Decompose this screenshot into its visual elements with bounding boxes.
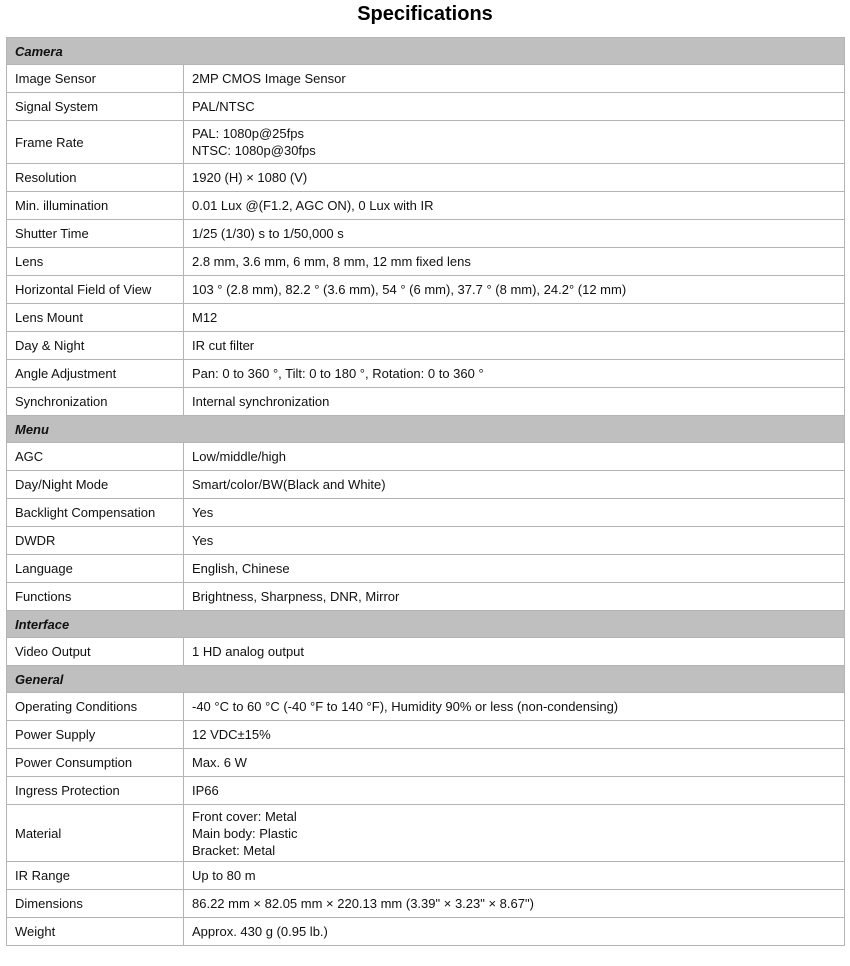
spec-value: 2.8 mm, 3.6 mm, 6 mm, 8 mm, 12 mm fixed lens: [184, 248, 845, 276]
spec-label: Material: [7, 805, 184, 862]
table-row: [7, 862, 845, 890]
spec-label: Lens Mount: [7, 304, 184, 332]
table-row: [7, 304, 845, 332]
table-row: [7, 121, 845, 164]
spec-value: 2MP CMOS Image Sensor: [184, 65, 845, 93]
table-row: [7, 220, 845, 248]
table-row: [7, 443, 845, 471]
spec-table: [6, 37, 845, 946]
spec-label: Signal System: [7, 93, 184, 121]
spec-value: 12 VDC±15%: [184, 721, 845, 749]
table-row: [7, 749, 845, 777]
spec-label: IR Range: [7, 862, 184, 890]
section-header-general: [7, 666, 845, 693]
table-row: [7, 360, 845, 388]
table-row: [7, 805, 845, 862]
spec-value: Yes: [184, 527, 845, 555]
spec-value-line: NTSC: 1080p@30fps: [192, 143, 316, 158]
spec-value: 1/25 (1/30) s to 1/50,000 s: [184, 220, 845, 248]
spec-label: DWDR: [7, 527, 184, 555]
spec-label: Power Supply: [7, 721, 184, 749]
spec-label: Language: [7, 555, 184, 583]
table-row: [7, 248, 845, 276]
table-row: [7, 332, 845, 360]
spec-value: 1 HD analog output: [184, 638, 845, 666]
spec-label: Image Sensor: [7, 65, 184, 93]
spec-label: Resolution: [7, 164, 184, 192]
spec-value-multiline: [184, 805, 845, 862]
table-row: [7, 638, 845, 666]
spec-value: Up to 80 m: [184, 862, 845, 890]
table-row: [7, 555, 845, 583]
spec-value-multiline: [184, 121, 845, 164]
spec-label: Shutter Time: [7, 220, 184, 248]
spec-value: Max. 6 W: [184, 749, 845, 777]
spec-value: Internal synchronization: [184, 388, 845, 416]
table-row: [7, 164, 845, 192]
section-header-interface: [7, 611, 845, 638]
spec-value-line: Front cover: Metal: [192, 808, 297, 824]
table-row: [7, 499, 845, 527]
spec-label: Dimensions: [7, 890, 184, 918]
spec-label: AGC: [7, 443, 184, 471]
spec-label: Frame Rate: [7, 121, 184, 164]
table-row: [7, 777, 845, 805]
spec-label: Day/Night Mode: [7, 471, 184, 499]
section-heading: Camera: [7, 38, 845, 65]
spec-value: Approx. 430 g (0.95 lb.): [184, 918, 845, 946]
spec-value: M12: [184, 304, 845, 332]
spec-label: Synchronization: [7, 388, 184, 416]
spec-value: Pan: 0 to 360 °, Tilt: 0 to 180 °, Rotation: 0 to 360 °: [184, 360, 845, 388]
section-header-camera: [7, 38, 845, 65]
spec-value: English, Chinese: [184, 555, 845, 583]
spec-value-line: Main body: Plastic: [192, 825, 298, 841]
spec-label: Ingress Protection: [7, 777, 184, 805]
spec-value: Low/middle/high: [184, 443, 845, 471]
spec-value-line: PAL: 1080p@25fps: [192, 126, 304, 141]
spec-label: Power Consumption: [7, 749, 184, 777]
table-row: [7, 93, 845, 121]
table-row: [7, 192, 845, 220]
table-row: [7, 388, 845, 416]
table-row: [7, 471, 845, 499]
table-row: [7, 721, 845, 749]
table-row: [7, 276, 845, 304]
spec-value: 1920 (H) × 1080 (V): [184, 164, 845, 192]
page-title: Specifications: [357, 3, 493, 25]
spec-value: Smart/color/BW(Black and White): [184, 471, 845, 499]
spec-value: -40 °C to 60 °C (-40 °F to 140 °F), Humidity 90% or less (non-condensing): [184, 693, 845, 721]
spec-value: IR cut filter: [184, 332, 845, 360]
spec-label: Backlight Compensation: [7, 499, 184, 527]
section-header-menu: [7, 416, 845, 443]
spec-value: 86.22 mm × 82.05 mm × 220.13 mm (3.39" × 3.23" × 8.67"): [184, 890, 845, 918]
section-heading: Interface: [7, 611, 845, 638]
table-row: [7, 918, 845, 946]
spec-label: Operating Conditions: [7, 693, 184, 721]
spec-value: 0.01 Lux @(F1.2, AGC ON), 0 Lux with IR: [184, 192, 845, 220]
spec-label: Angle Adjustment: [7, 360, 184, 388]
table-row: [7, 693, 845, 721]
spec-label: Day & Night: [7, 332, 184, 360]
spec-value: 103 ° (2.8 mm), 82.2 ° (3.6 mm), 54 ° (6 mm), 37.7 ° (8 mm), 24.2° (12 mm): [184, 276, 845, 304]
spec-label: Weight: [7, 918, 184, 946]
section-heading: General: [7, 666, 845, 693]
table-row: [7, 65, 845, 93]
spec-value: IP66: [184, 777, 845, 805]
spec-label: Lens: [7, 248, 184, 276]
spec-label: Min. illumination: [7, 192, 184, 220]
spec-value: PAL/NTSC: [184, 93, 845, 121]
table-row: [7, 890, 845, 918]
spec-value: Brightness, Sharpness, DNR, Mirror: [184, 583, 845, 611]
spec-label: Functions: [7, 583, 184, 611]
table-row: [7, 583, 845, 611]
table-row: [7, 527, 845, 555]
spec-value: Yes: [184, 499, 845, 527]
spec-value-line: Bracket: Metal: [192, 842, 276, 858]
section-heading: Menu: [7, 416, 845, 443]
spec-label: Video Output: [7, 638, 184, 666]
spec-label: Horizontal Field of View: [7, 276, 184, 304]
